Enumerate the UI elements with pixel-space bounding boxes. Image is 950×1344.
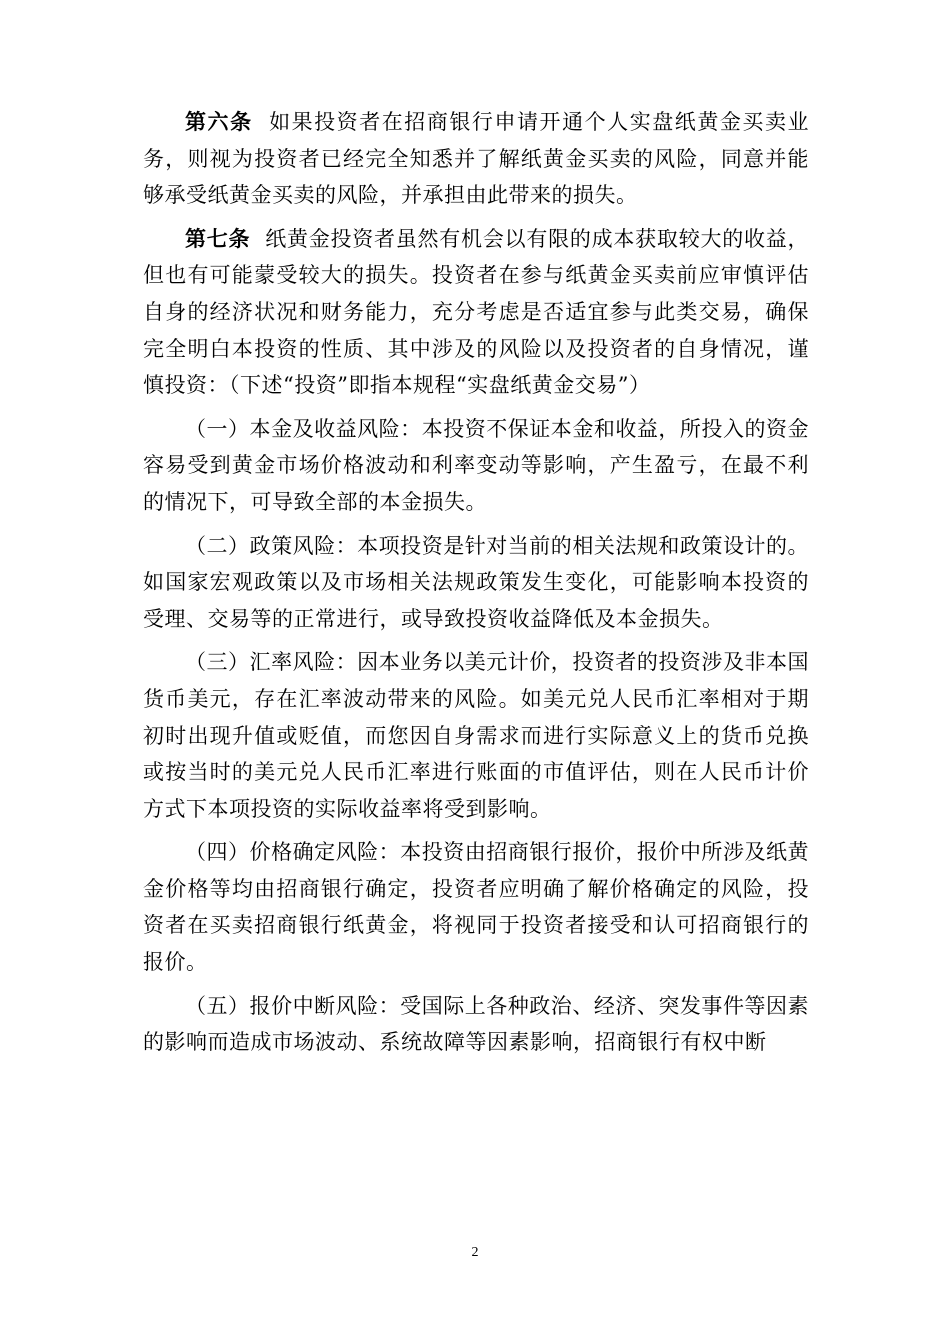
article-7-heading: 第七条	[185, 226, 251, 251]
page-number: 2	[471, 1245, 479, 1260]
risk-pricing-paragraph	[143, 834, 809, 980]
article-6-text: 如果投资者在招商银行申请开通个人实盘纸黄金买卖业务，则视为投资者已经完全知悉并了解纸黄金买卖的风险，同意并能够承受纸黄金买卖的风险，并承担由此带来的损失。	[143, 110, 809, 208]
risk-quote-interruption-text: （五）报价中断风险：受国际上各种政治、经济、突发事件等因素的影响而造成市场波动、系统故障等因素影响，招商银行有权中断	[143, 993, 809, 1055]
risk-exchange-rate-paragraph	[143, 644, 809, 827]
document-body	[143, 104, 809, 1068]
risk-principal-text: （一）本金及收益风险：本投资不保证本金和收益，所投入的资金容易受到黄金市场价格波动和利率变动等影响，产生盈亏，在最不利的情况下，可导致全部的本金损失。	[143, 416, 809, 514]
risk-pricing-text: （四）价格确定风险：本投资由招商银行报价，报价中所涉及纸黄金价格等均由招商银行确定，投资者应明确了解价格确定的风险，投资者在买卖招商银行纸黄金，将视同于投资者接受和认可招商银行的报价。	[143, 840, 809, 975]
article-6-paragraph	[143, 104, 809, 214]
risk-policy-text: （二）政策风险：本项投资是针对当前的相关法规和政策设计的。如国家宏观政策以及市场相关法规政策发生变化，可能影响本投资的受理、交易等的正常进行，或导致投资收益降低及本金损失。	[143, 533, 809, 631]
article-6-heading: 第六条	[185, 110, 253, 134]
risk-principal-paragraph	[143, 411, 809, 521]
risk-policy-paragraph	[143, 528, 809, 638]
article-7-paragraph	[143, 221, 809, 404]
article-heading-spacer	[250, 227, 265, 251]
article-heading-spacer	[253, 110, 269, 134]
risk-quote-interruption-paragraph	[143, 988, 809, 1061]
article-7-text: 纸黄金投资者虽然有机会以有限的成本获取较大的收益，但也有可能蒙受较大的损失。投资者在参与纸黄金买卖前应审慎评估自身的经济状况和财务能力，充分考虑是否适宜参与此类交易，确保完全明白本投资的性质、其中涉及的风险以及投资者的自身情况，谨慎投资：（下述“投资”即指本规程“实盘纸黄金交易”）	[143, 226, 810, 398]
risk-exchange-rate-text: （三）汇率风险：因本业务以美元计价，投资者的投资涉及非本国货币美元，存在汇率波动带来的风险。如美元兑人民币汇率相对于期初时出现升值或贬值，而您因自身需求而进行实际意义上的货币兑换或按当时的美元兑人民币汇率进行账面的市值评估，则在人民币计价方式下本项投资的实际收益率将受到影响。	[143, 650, 809, 821]
